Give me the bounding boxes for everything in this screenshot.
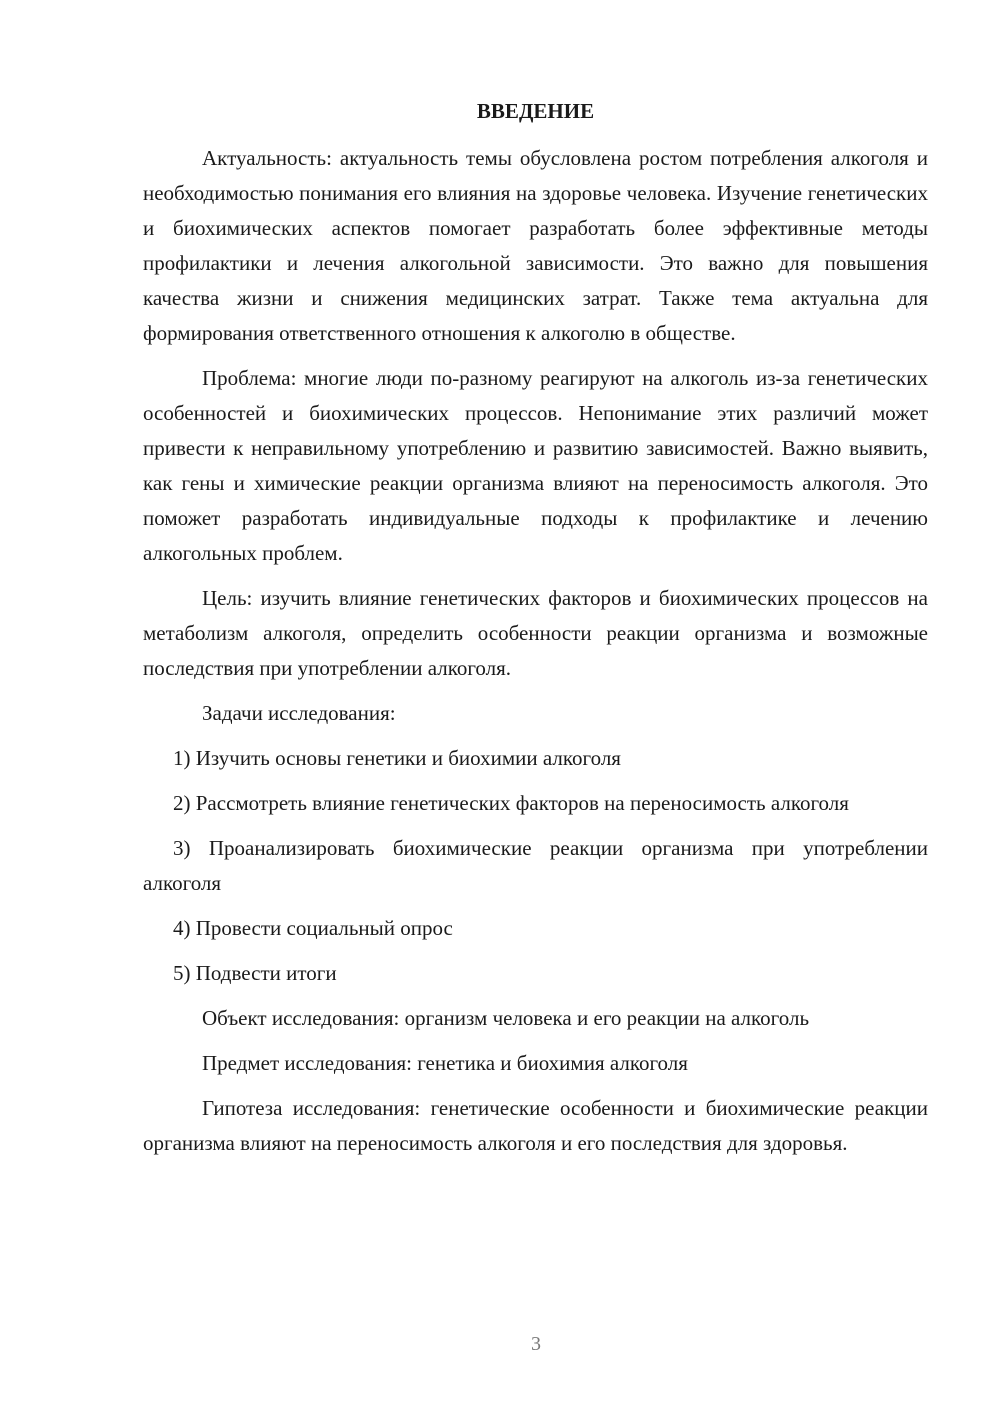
relevance-paragraph: Актуальность: актуальность темы обусловлена ростом потребления алкоголя и необходимостью понимания его влияния на здоровье человека. Изучение генетических и биохимических аспектов помогает разработать более эффективные методы профилактики и лечения алкогольной зависимости. Это важно для повышения качества жизни и снижения медицинских затрат. Также тема актуальна для формирования ответственного отношения к алкоголю в обществе. bbox=[143, 146, 928, 345]
document-page bbox=[143, 94, 928, 1171]
object-paragraph: Объект исследования: организм человека и его реакции на алкоголь bbox=[202, 1006, 810, 1030]
section-heading: ВВЕДЕНИЕ bbox=[476, 99, 595, 123]
tasks-heading: Задачи исследования: bbox=[202, 701, 396, 725]
page-number: 3 bbox=[531, 1333, 541, 1355]
task-item-2: 2) Рассмотреть влияние генетических факторов на переносимость алкоголя bbox=[173, 791, 849, 815]
task-item-1: 1) Изучить основы генетики и биохимии алкоголя bbox=[173, 746, 621, 770]
problem-paragraph: Проблема: многие люди по-разному реагируют на алкоголь из-за генетических особенностей и биохимических процессов. Непонимание этих различий может привести к неправильному употреблению и развитию зависимостей. Важно выявить, как гены и химические реакции организма влияют на переносимость алкоголя. Это поможет разработать индивидуальные подходы к профилактике и лечению алкогольных проблем. bbox=[143, 366, 928, 565]
task-item-4: 4) Провести социальный опрос bbox=[173, 916, 453, 940]
task-item-3: 3) Проанализировать биохимические реакции организма при употреблении алкоголя bbox=[143, 836, 928, 895]
hypothesis-paragraph: Гипотеза исследования: генетические особенности и биохимические реакции организма влияют на переносимость алкоголя и его последствия для здоровья. bbox=[143, 1096, 928, 1155]
goal-paragraph: Цель: изучить влияние генетических факторов и биохимических процессов на метаболизм алкоголя, определить особенности реакции организма и возможные последствия при употреблении алкоголя. bbox=[143, 586, 928, 680]
task-item-5: 5) Подвести итоги bbox=[173, 961, 337, 985]
subject-paragraph: Предмет исследования: генетика и биохимия алкоголя bbox=[202, 1051, 688, 1075]
